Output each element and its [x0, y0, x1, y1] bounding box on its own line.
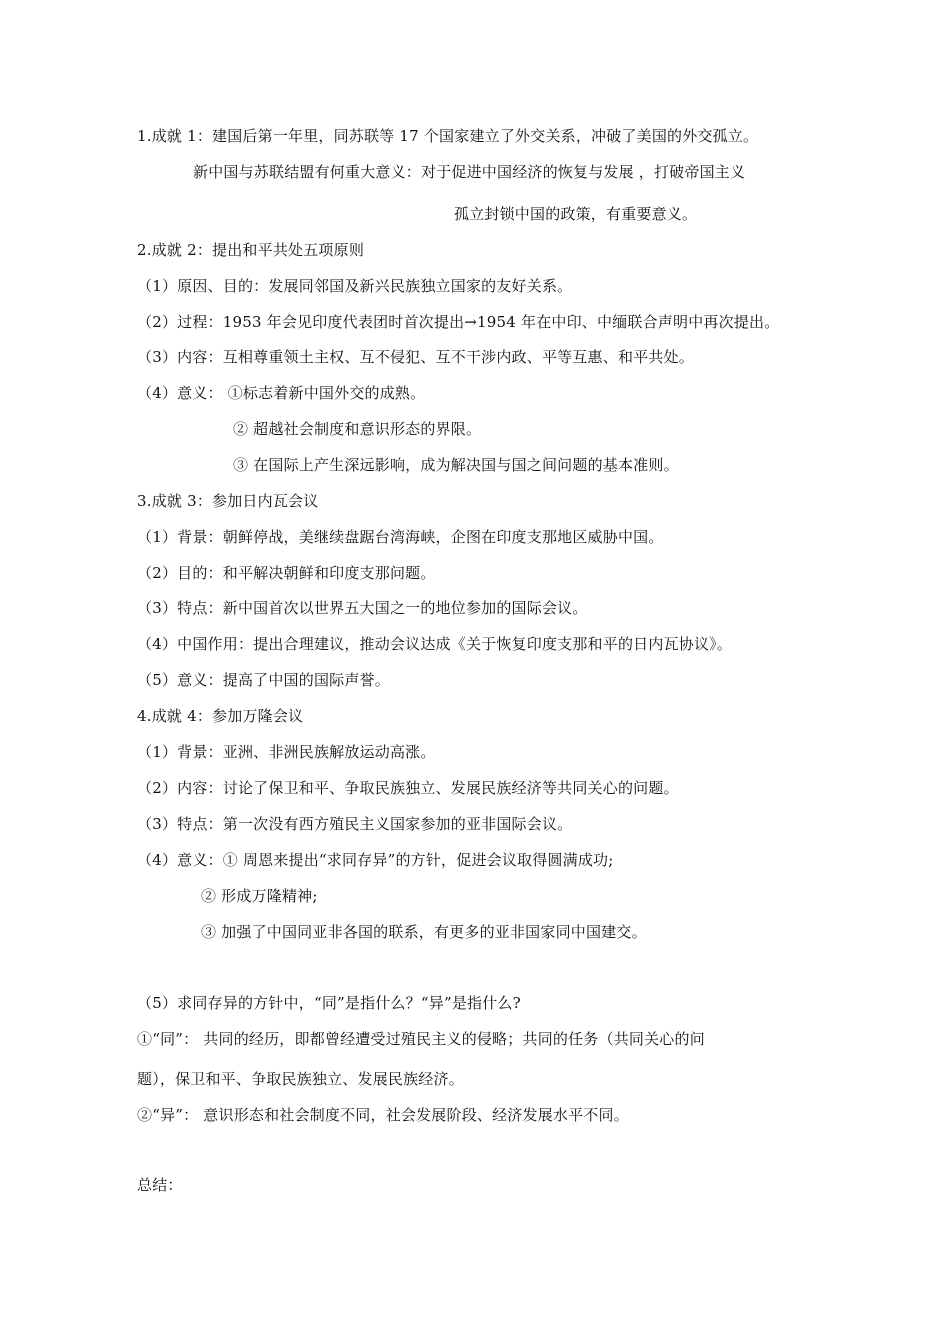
summary-label: 总结：: [137, 1176, 183, 1194]
achievement-2-significance-3: ③ 在国际上产生深远影响，成为解决国与国之间问题的基本准则。: [233, 456, 679, 474]
achievement-4-question: （5）求同存异的方针中，“同”是指什么？“异”是指什么?: [137, 994, 521, 1012]
achievement-2-process: （2）过程：1953 年会见印度代表团时首次提出→1954 年在中印、中缅联合声明中再次提出。: [137, 313, 780, 331]
achievement-3-feature: （3）特点：新中国首次以世界五大国之一的地位参加的国际会议。: [137, 599, 588, 617]
achievement-4-significance-2: ② 形成万隆精神;: [201, 887, 318, 905]
achievement-2-heading: 2.成就 2：提出和平共处五项原则: [137, 241, 365, 259]
achievement-2-significance-2: ② 超越社会制度和意识形态的界限。: [233, 420, 482, 438]
achievement-3-heading: 3.成就 3：参加日内瓦会议: [137, 492, 319, 510]
achievement-3-china-role: （4）中国作用：提出合理建议，推动会议达成《关于恢复印度支那和平的日内瓦协议》。: [137, 635, 733, 653]
achievement-1-heading: 1.成就 1：建国后第一年里，同苏联等 17 个国家建立了外交关系，冲破了美国的外交孤立。: [137, 127, 759, 145]
achievement-4-significance-3: ③ 加强了中国同亚非各国的联系，有更多的亚非国家同中国建交。: [201, 923, 647, 941]
achievement-3-purpose: （2）目的：和平解决朝鲜和印度支那问题。: [137, 564, 436, 582]
tong-answer-line-2: 题），保卫和平、争取民族独立、发展民族经济。: [137, 1070, 464, 1088]
yi-answer: ②“异”： 意识形态和社会制度不同，社会发展阶段、经济发展水平不同。: [137, 1106, 629, 1124]
achievement-3-background: （1）背景：朝鲜停战，美继续盘踞台湾海峡，企图在印度支那地区威胁中国。: [137, 528, 664, 546]
tong-answer-line-1: ①“同”： 共同的经历，即都曾经遭受过殖民主义的侵略；共同的任务（共同关心的问: [137, 1030, 705, 1048]
achievement-2-significance: （4）意义： ①标志着新中国外交的成熟。: [137, 384, 426, 402]
achievement-4-background: （1）背景：亚洲、非洲民族解放运动高涨。: [137, 743, 436, 761]
achievement-2-content: （3）内容：互相尊重领土主权、互不侵犯、互不干涉内政、平等互惠、和平共处。: [137, 348, 694, 366]
achievement-2-reason: （1）原因、目的：发展同邻国及新兴民族独立国家的友好关系。: [137, 277, 573, 295]
achievement-4-heading: 4.成就 4：参加万隆会议: [137, 707, 304, 725]
achievement-4-significance: （4）意义：① 周恩来提出“求同存异”的方针，促进会议取得圆满成功;: [137, 851, 614, 869]
achievement-1-question-line-1: 新中国与苏联结盟有何重大意义：对于促进中国经济的恢复与发展 ，打破帝国主义: [193, 163, 746, 181]
achievement-3-significance: （5）意义：提高了中国的国际声誉。: [137, 671, 390, 689]
achievement-1-question-line-2: 孤立封锁中国的政策，有重要意义。: [454, 205, 698, 223]
achievement-4-feature: （3）特点：第一次没有西方殖民主义国家参加的亚非国际会议。: [137, 815, 573, 833]
achievement-4-content: （2）内容：讨论了保卫和平、争取民族独立、发展民族经济等共同关心的问题。: [137, 779, 679, 797]
